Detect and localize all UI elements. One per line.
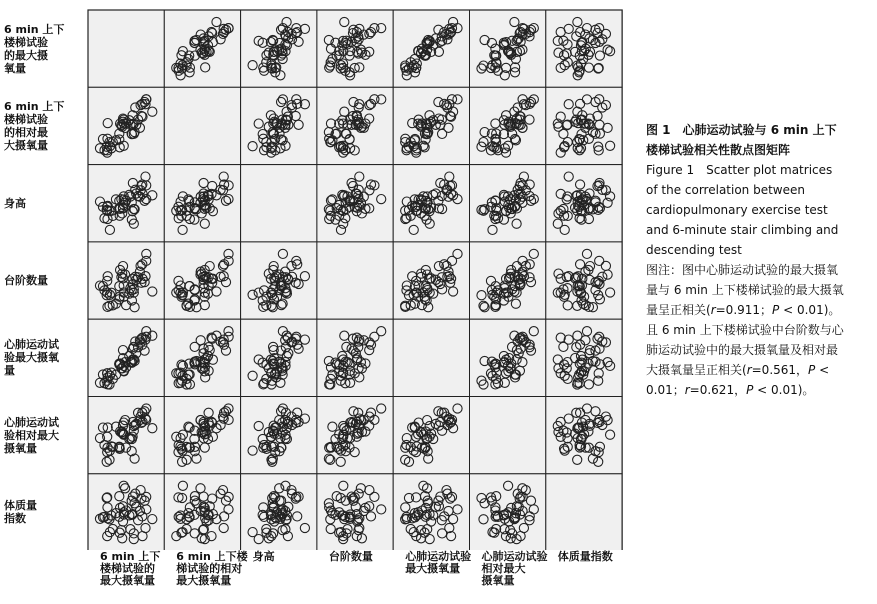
- matrix-cell-1-4: [317, 10, 393, 87]
- row-label-3: 身高: [4, 196, 26, 210]
- matrix-cell-4-3: [241, 242, 317, 319]
- caption-note-prefix: 图注：图中心肺运动试验的最大摄氧量与 6 min 上下楼梯试验的最大摄氧量呈正相关(: [646, 263, 844, 317]
- matrix-cell-6-4: [317, 397, 393, 474]
- matrix-cell-5-2: [164, 319, 240, 396]
- matrix-cell-7-2: [164, 474, 240, 550]
- row-label-5: 心肺运动试 验最大摄氧 量: [4, 338, 59, 378]
- matrix-cell-6-7: [546, 397, 622, 474]
- p-symbol-2: P: [808, 363, 816, 377]
- column-label-5: 心肺运动试验 最大摄氧量: [405, 550, 472, 575]
- matrix-cell-2-2: [164, 87, 240, 164]
- column-label-2: 6 min 上下楼 梯试验的相对 最大摄氧量: [176, 550, 248, 587]
- matrix-cell-6-5: [393, 397, 469, 474]
- cell-background: [546, 474, 622, 550]
- column-label-6: 心肺运动试验 相对最大 摄氧量: [481, 550, 548, 587]
- matrix-cell-6-1: [88, 397, 164, 474]
- column-label-3: 身高: [252, 550, 275, 563]
- cell-background: [393, 319, 469, 396]
- r-value-2: =0.561，: [751, 363, 809, 377]
- r-value-3: =0.621，: [689, 383, 747, 397]
- cell-background: [241, 165, 317, 242]
- r-symbol-3: r: [684, 383, 690, 397]
- caption-title-en: Figure 1 Scatter plot matrices of the correlation between cardiopulmonary exercise test and 6-minute stair climbing and descending test: [646, 163, 839, 257]
- matrix-cell-4-4: [317, 242, 393, 319]
- row-label-6: 心肺运动试 验相对最大 摄氧量: [4, 415, 59, 455]
- column-label-4: 台阶数量: [328, 550, 373, 563]
- matrix-cell-5-7: [546, 319, 622, 396]
- row-label-1: 6 min 上下 楼梯试验 的最大摄 氧量: [4, 22, 65, 75]
- matrix-cell-1-1: [88, 10, 164, 87]
- row-label-2: 6 min 上下 楼梯试验 的相对最 大摄氧量: [4, 99, 65, 152]
- matrix-cell-2-7: [546, 87, 622, 164]
- row-label-4: 台阶数量: [4, 274, 48, 288]
- matrix-cell-2-3: [241, 87, 317, 164]
- matrix-cell-2-1: [88, 87, 164, 164]
- matrix-cell-6-3: [241, 397, 317, 474]
- p-symbol-3: P: [746, 383, 754, 397]
- matrix-cell-7-3: [241, 474, 317, 550]
- matrix-cell-5-5: [393, 319, 469, 396]
- matrix-cell-2-4: [317, 87, 393, 164]
- matrix-cell-7-4: [317, 474, 393, 550]
- matrix-cell-7-7: [546, 474, 622, 550]
- matrix-cell-4-6: [470, 242, 546, 319]
- matrix-cell-7-6: [470, 474, 546, 550]
- cell-background: [470, 397, 546, 474]
- p-value-3: < 0.01)。: [753, 383, 815, 397]
- cell-background: [88, 10, 164, 87]
- figure-caption: [646, 120, 844, 400]
- matrix-cell-4-2: [164, 242, 240, 319]
- caption-title-cn: 图 1 心肺运动试验与 6 min 上下楼梯试验相关性散点图矩阵: [646, 123, 837, 157]
- matrix-cell-1-5: [393, 10, 469, 87]
- matrix-cell-3-4: [317, 165, 393, 242]
- matrix-cell-3-6: [470, 165, 546, 242]
- row-label-7: 体质量 指数: [4, 499, 37, 526]
- matrix-cell-2-5: [393, 87, 469, 164]
- matrix-cell-1-6: [470, 10, 546, 87]
- matrix-cell-6-2: [164, 397, 240, 474]
- matrix-cell-5-3: [241, 319, 317, 396]
- r-symbol-2: r: [746, 363, 752, 377]
- matrix-cell-5-4: [317, 319, 393, 396]
- matrix-cell-3-3: [241, 165, 317, 242]
- r-symbol-1: r: [710, 303, 716, 317]
- matrix-cell-4-1: [88, 242, 164, 319]
- matrix-cell-4-7: [546, 242, 622, 319]
- cell-background: [317, 242, 393, 319]
- matrix-cell-5-1: [88, 319, 164, 396]
- matrix-cell-3-5: [393, 165, 469, 242]
- matrix-cell-5-6: [470, 319, 546, 396]
- matrix-cell-3-7: [546, 165, 622, 242]
- matrix-cell-4-5: [393, 242, 469, 319]
- matrix-cell-7-5: [393, 474, 469, 550]
- p-symbol-1: P: [772, 303, 780, 317]
- matrix-cell-1-7: [546, 10, 622, 87]
- matrix-cell-2-6: [470, 87, 546, 164]
- matrix-cell-1-3: [241, 10, 317, 87]
- column-label-1: 6 min 上下 楼梯试验的 最大摄氧量: [100, 550, 161, 587]
- matrix-cell-6-6: [470, 397, 546, 474]
- caption-note: [646, 260, 844, 400]
- p-value-2: < 0.01；: [646, 363, 830, 397]
- r-value-1: =0.911；: [715, 303, 773, 317]
- matrix-cell-1-2: [164, 10, 240, 87]
- cell-background: [164, 87, 240, 164]
- p-value-1: < 0.01)。且 6 min 上下楼梯试验中台阶数与心肺运动试验中的最大摄氧量及相对最大摄氧量呈正相关(: [646, 303, 844, 377]
- matrix-cell-3-2: [164, 165, 240, 242]
- matrix-cell-3-1: [88, 165, 164, 242]
- column-label-7: 体质量指数: [557, 550, 613, 563]
- matrix-cell-7-1: [88, 474, 164, 550]
